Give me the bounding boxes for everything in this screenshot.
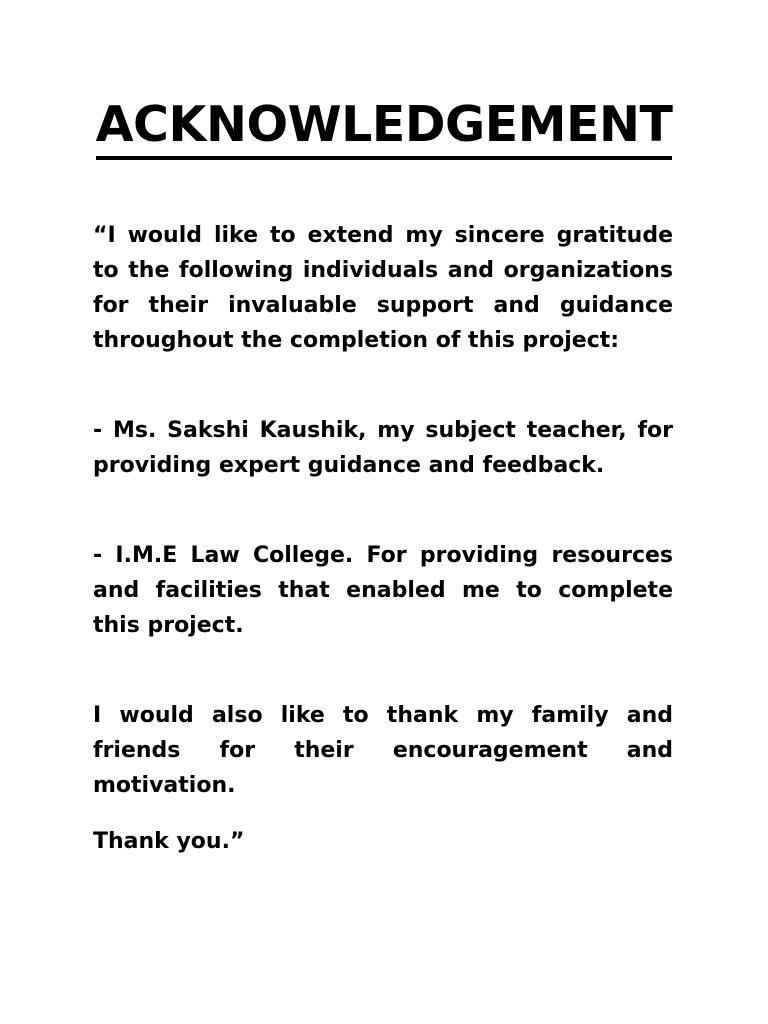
paragraph-teacher: - Ms. Sakshi Kaushik, my subject teacher, for providing expert guidance and feedback. — [93, 418, 673, 478]
paragraph-thanks: Thank you.” — [93, 829, 245, 854]
paragraph-college: - I.M.E Law College. For providing resources and facilities that enabled me to complete this project. — [93, 543, 673, 638]
paragraph-family: I would also like to thank my family and friends for their encouragement and motivation. — [93, 703, 673, 798]
page-title-text: ACKNOWLEDGEMENT — [96, 96, 673, 160]
paragraph-intro: “I would like to extend my sincere gratitude to the following individuals and organizations for their invaluable support and guidance throughout the completion of this project: — [93, 223, 673, 353]
page-title — [0, 90, 768, 160]
